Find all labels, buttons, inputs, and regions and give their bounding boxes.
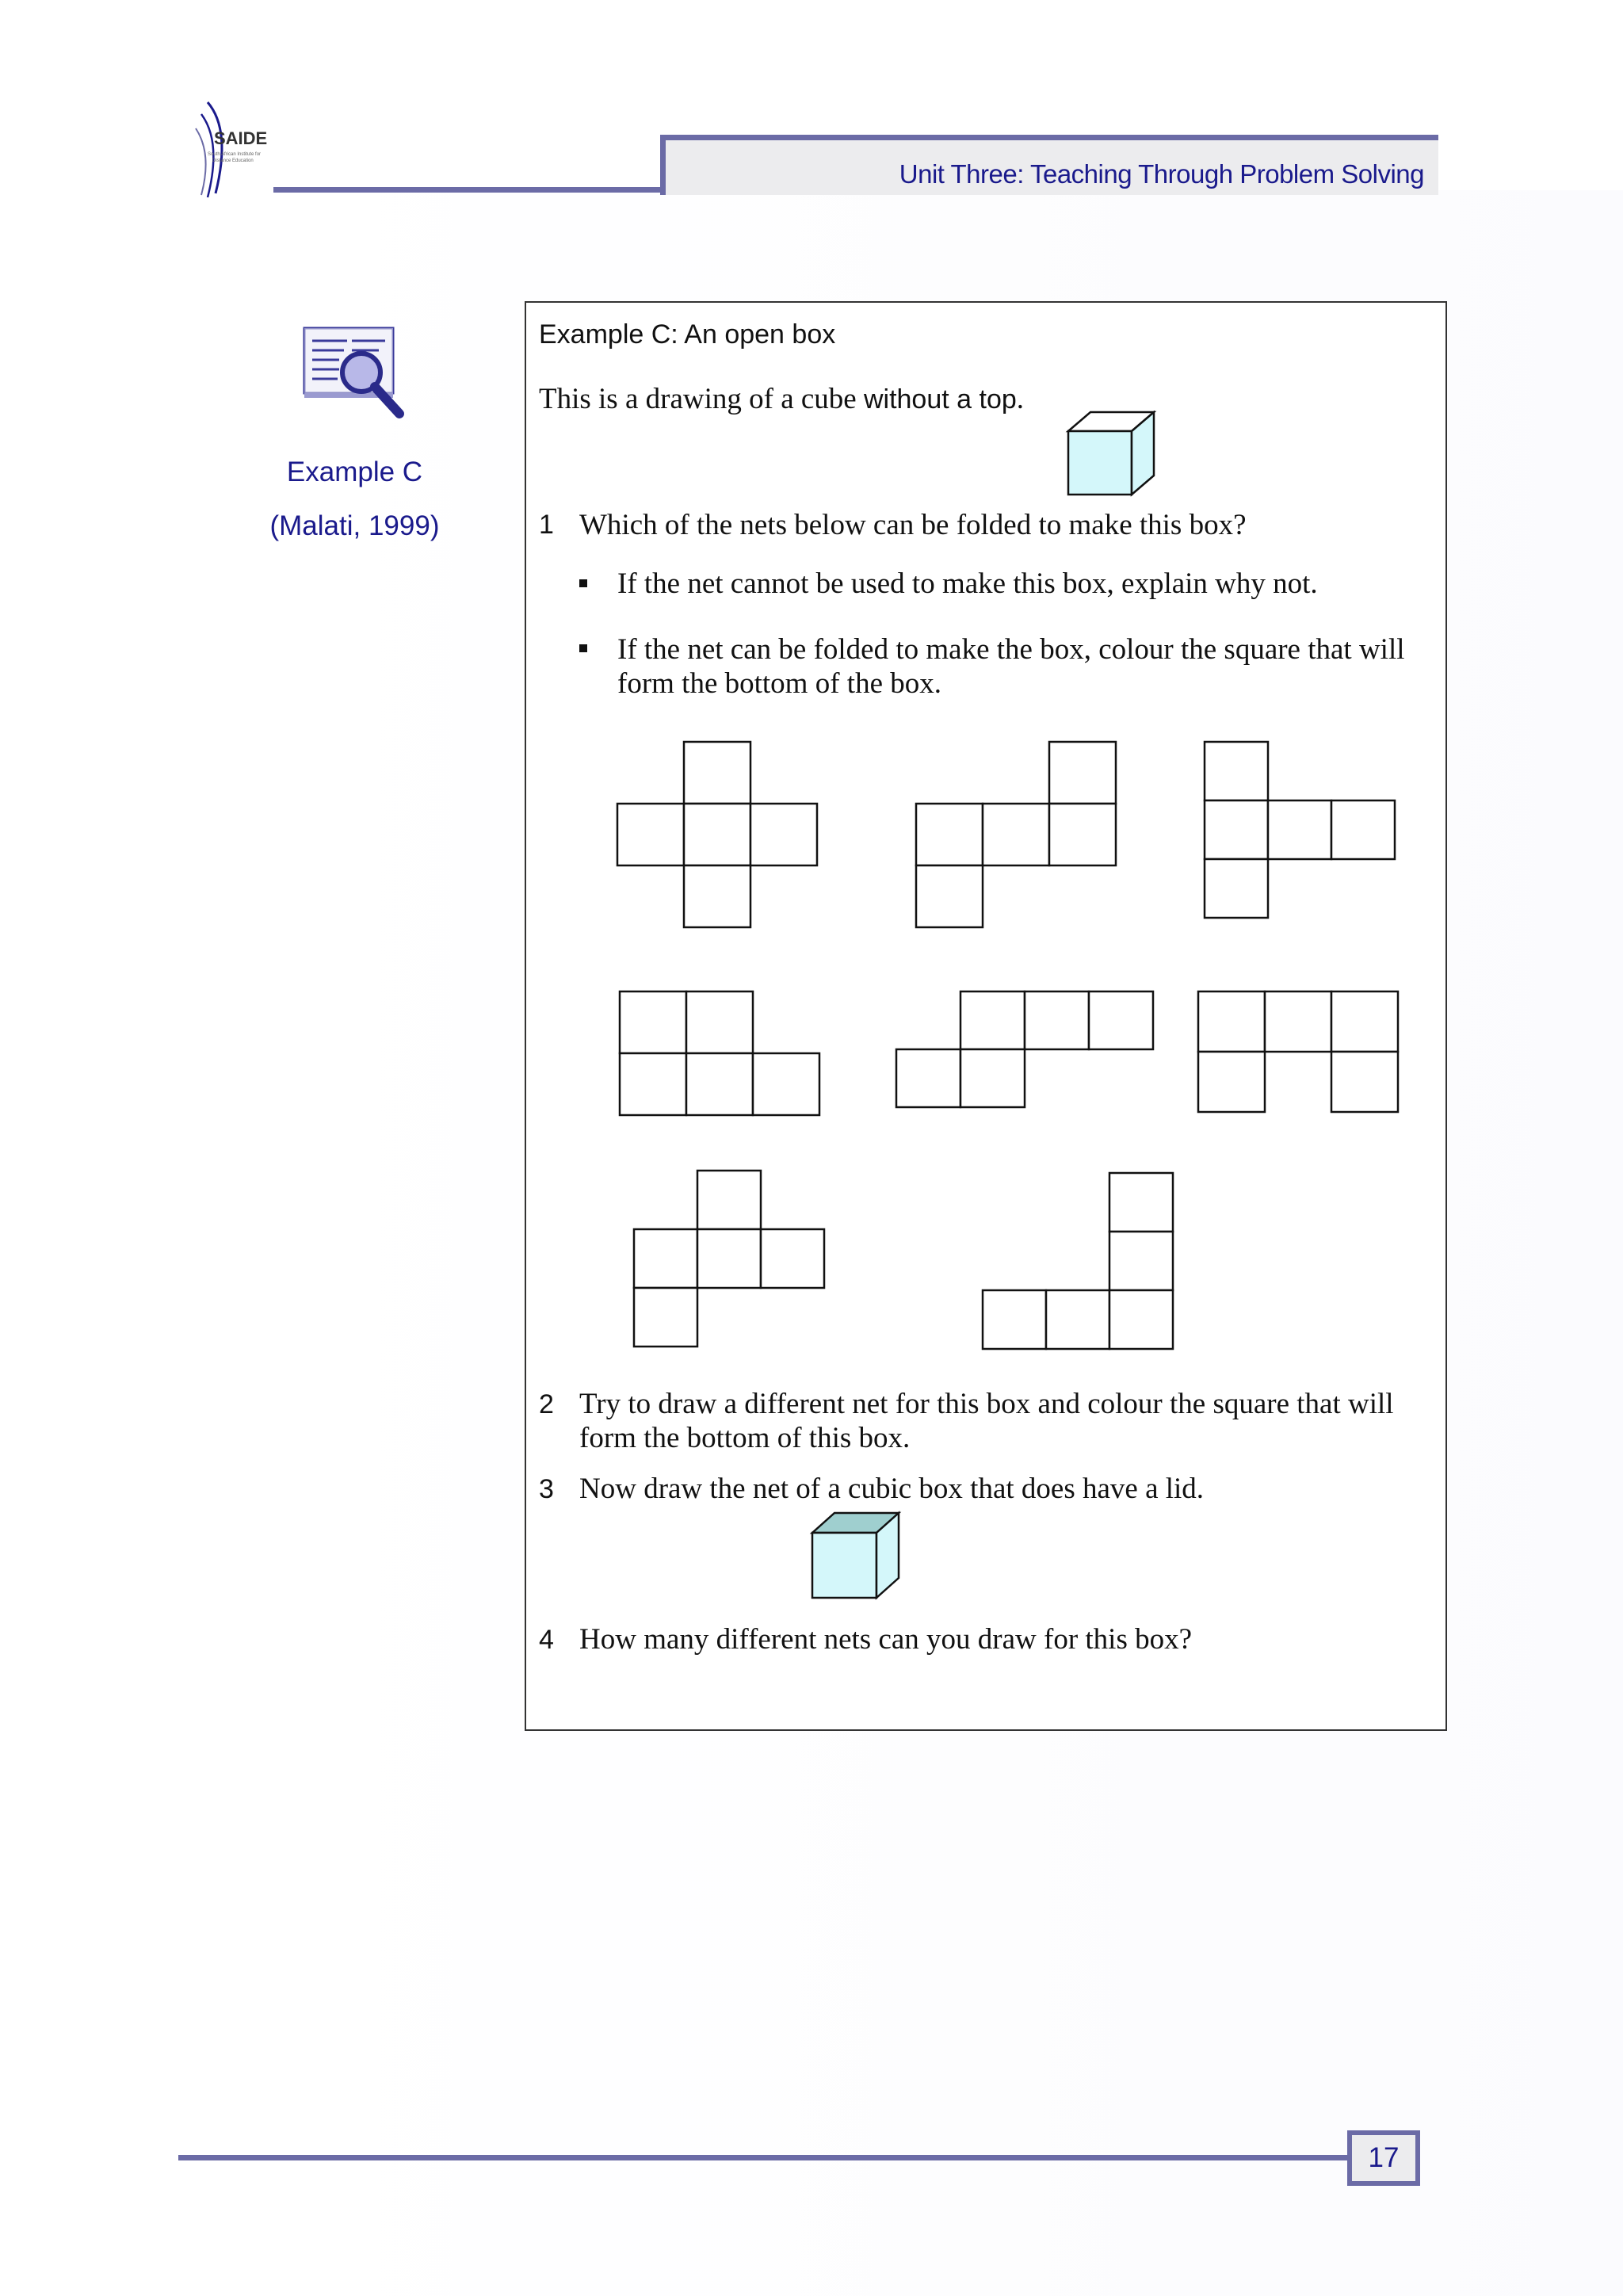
question-1-bullet-2-line-1: If the net can be folded to make the box, colour the square that will (617, 633, 1405, 666)
question-3-text: Now draw the net of a cubic box that does have a lid. (579, 1473, 1205, 1505)
intro-prefix: This is a drawing of a cube (539, 383, 864, 415)
net-3 (1205, 742, 1395, 918)
question-1-number: 1 (539, 510, 554, 540)
question-4-text: How many different nets can you draw for this box? (579, 1623, 1193, 1656)
svg-text:SAIDE: SAIDE (214, 128, 268, 148)
question-1-bullet-1: If the net cannot be used to make this box, explain why not. (617, 567, 1318, 600)
net-4 (620, 991, 819, 1115)
net-1 (617, 742, 817, 927)
net-6 (1198, 991, 1398, 1112)
question-1-bullet-2-line-2: form the bottom of the box. (617, 667, 941, 700)
question-4-number: 4 (539, 1625, 554, 1655)
footer-rule (178, 2155, 1350, 2160)
net-8 (983, 1173, 1173, 1349)
question-1-text: Which of the nets below can be folded to make this box? (579, 509, 1247, 541)
net-7 (634, 1171, 824, 1347)
example-title: Example C: An open box (539, 319, 836, 350)
page-number: 17 (1347, 2130, 1420, 2186)
intro-emphasis: without a top (863, 384, 1017, 415)
net-2 (916, 742, 1116, 927)
unit-title: Unit Three: Teaching Through Problem Solving (899, 159, 1424, 189)
intro-suffix: . (1016, 383, 1025, 415)
question-2-number: 2 (539, 1389, 554, 1419)
svg-text:Distance Education: Distance Education (212, 159, 254, 163)
example-label: Example C (286, 457, 423, 487)
question-2-line-1: Try to draw a different net for this box and colour the square that will (579, 1388, 1394, 1420)
example-citation: (Malati, 1999) (269, 510, 440, 541)
net-5 (896, 991, 1153, 1107)
question-2-line-2: form the bottom of this box. (579, 1422, 911, 1454)
svg-text:South African Institute for: South African Institute for (208, 152, 262, 157)
question-3-number: 3 (539, 1474, 554, 1504)
closed-cube-figure (808, 1511, 903, 1601)
